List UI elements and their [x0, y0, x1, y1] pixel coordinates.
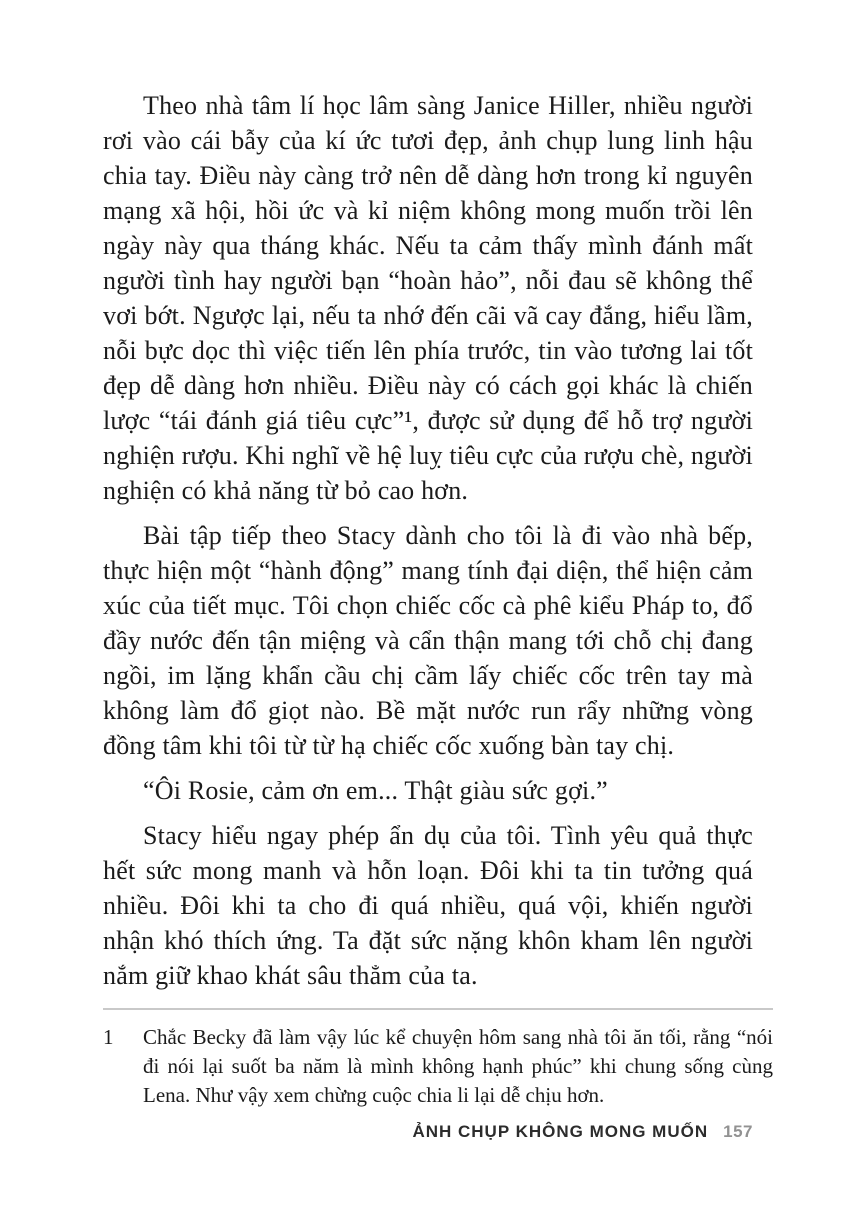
body-paragraph-2: Bài tập tiếp theo Stacy dành cho tôi là đi vào nhà bếp, thực hiện một “hành động” mang tính đại diện, thể hiện cảm xúc của tiết mục. Tôi chọn chiếc cốc cà phê kiểu Pháp to, đổ đầy nước đến tận miệng và cẩn thận mang tới chỗ chị đang ngồi, im lặng khẩn cầu chị cầm lấy chiếc cốc trên tay mà không làm đổ giọt nào. Bề mặt nước run rẩy những vòng đồng tâm khi tôi từ từ hạ chiếc cốc xuống bàn tay chị.	[103, 521, 753, 760]
page-number: 157	[723, 1122, 753, 1141]
footnote-separator	[103, 1008, 773, 1010]
footnote-block	[103, 1008, 773, 1110]
body-text-block	[103, 88, 753, 1003]
footnote	[103, 1023, 773, 1110]
footnote-text: Chắc Becky đã làm vậy lúc kể chuyện hôm sang nhà tôi ăn tối, rằng “nói đi nói lại suốt ba năm là mình không hạnh phúc” khi chung sống cùng Lena. Như vậy xem chừng cuộc chia li lại dễ chịu hơn.	[143, 1025, 773, 1107]
dialogue-paragraph: “Ôi Rosie, cảm ơn em... Thật giàu sức gợi.”	[143, 776, 608, 805]
body-paragraph-3: Stacy hiểu ngay phép ẩn dụ của tôi. Tình yêu quả thực hết sức mong manh và hỗn loạn. Đôi khi ta tin tưởng quá nhiều. Đôi khi ta cho đi quá nhiều, quá vội, khiến người nhận khó thích ứng. Ta đặt sức nặng khôn kham lên người nắm giữ khao khát sâu thẳm của ta.	[103, 821, 753, 990]
footnote-number: 1	[103, 1025, 114, 1049]
running-title: ẢNH CHỤP KHÔNG MONG MUỐN	[412, 1122, 709, 1141]
page-footer	[412, 1122, 753, 1142]
body-paragraph-1: Theo nhà tâm lí học lâm sàng Janice Hiller, nhiều người rơi vào cái bẫy của kí ức tươi đẹp, ảnh chụp lung linh hậu chia tay. Điều này càng trở nên dễ dàng hơn trong kỉ nguyên mạng xã hội, hồi ức và kỉ niệm không mong muốn trồi lên ngày này qua tháng khác. Nếu ta cảm thấy mình đánh mất người tình hay người bạn “hoàn hảo”, nỗi đau sẽ không thể vơi bớt. Ngược lại, nếu ta nhớ đến cãi vã cay đắng, hiểu lầm, nỗi bực dọc thì việc tiến lên phía trước, tin vào tương lai tốt đẹp dễ dàng hơn nhiều. Điều này có cách gọi khác là chiến lược “tái đánh giá tiêu cực”¹, được sử dụng để hỗ trợ người nghiện rượu. Khi nghĩ về hệ luỵ tiêu cực của rượu chè, người nghiện có khả năng từ bỏ cao hơn.	[103, 91, 753, 505]
